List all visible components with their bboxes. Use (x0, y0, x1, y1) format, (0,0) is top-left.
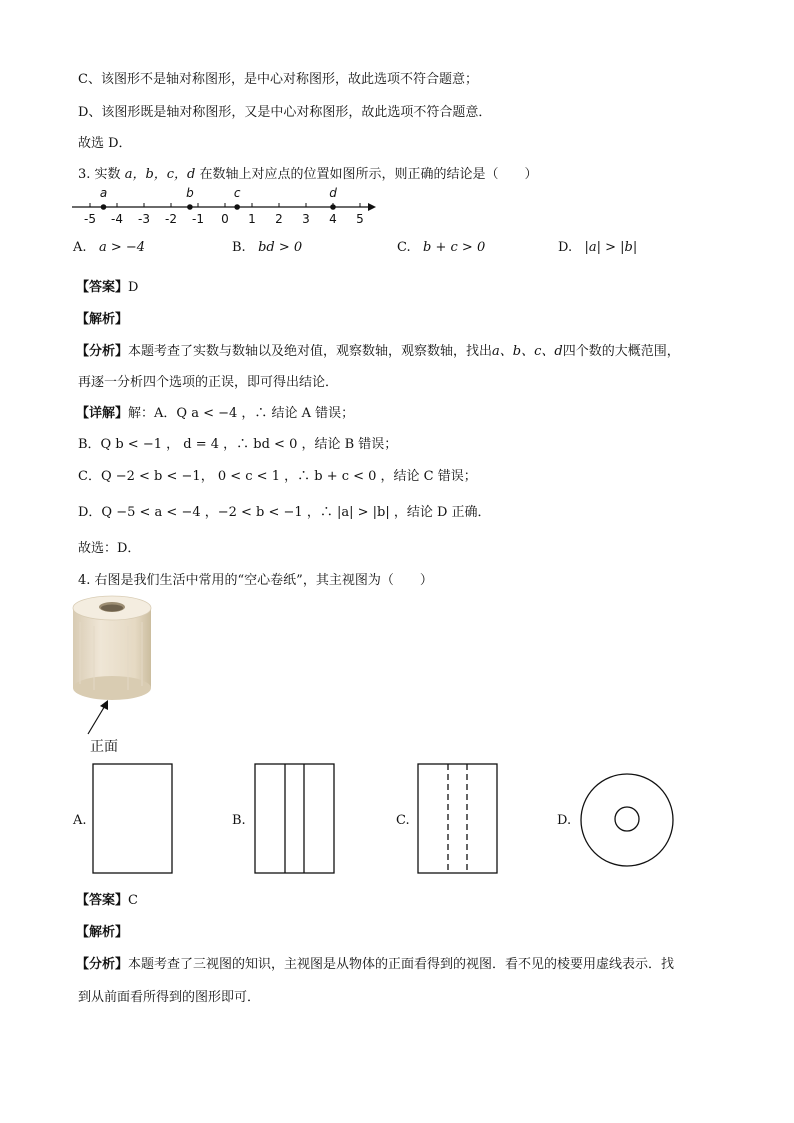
q4-figure-d (578, 771, 676, 869)
q3-suffix: 在数轴上对应点的位置如图所示，则正确的结论是（ ） (199, 167, 538, 182)
xiangjie-a-text: 解：A．Q a < −4 ，∴ 结论 A 错误； (128, 406, 355, 421)
q4-figure-c (417, 763, 499, 875)
paper-roll-illustration (66, 592, 166, 717)
tick-label: 2 (275, 212, 283, 226)
point-label-d: d (329, 186, 337, 200)
answer-4-value: C (128, 893, 138, 908)
jiexi-heading-4: 【解析】 (76, 925, 129, 940)
fenxi-label: 【分析】 (76, 344, 129, 359)
fenxi-3b: 四个数的大概范围， (562, 344, 680, 359)
q4-option-d-label: D. (557, 813, 572, 828)
tick-label: -1 (192, 212, 204, 226)
q4-figure-a (92, 763, 174, 875)
q3-option-b-expr: bd > 0 (258, 240, 303, 255)
arrow-icon (84, 698, 114, 738)
point-label-b: b (186, 186, 194, 200)
answer-label: 【答案】 (76, 893, 129, 908)
tick-label: 4 (329, 212, 337, 226)
fenxi-4-line2: 到从前面看所得到的图形即可． (78, 990, 261, 1005)
xiangjie-c: C．Q −2 < b < −1， 0 < c < 1 ，∴ b + c < 0 ，结论 C 错误； (78, 469, 477, 484)
tick-label: -2 (165, 212, 177, 226)
tick-label: -3 (138, 212, 150, 226)
q3-option-a-expr: a > −4 (98, 240, 146, 255)
xiangjie-label: 【详解】 (76, 406, 129, 421)
answer-label: 【答案】 (76, 280, 129, 295)
point-c (234, 204, 240, 210)
q3-option-d (558, 240, 637, 255)
point-label-a: a (99, 186, 108, 200)
answer-3-value: D (128, 280, 139, 295)
q3-option-a-label: A. (73, 240, 87, 255)
fenxi-4-line1 (76, 953, 674, 972)
xiangjie-b: B．Q b < −1 ， d = 4 ，∴ bd < 0 ，结论 B 错误； (78, 437, 398, 452)
fenxi-3-line1 (76, 340, 680, 359)
fenxi-4a: 本题考查了三视图的知识，主视图是从物体的正面看得到的视图．看不见的棱要用虚线表示．找 (128, 957, 675, 972)
q3-option-c (397, 240, 485, 255)
q3-prefix: 3. 实数 (78, 167, 121, 182)
tick-label: 1 (248, 212, 256, 226)
answer-choice-line: 故选 D． (78, 136, 132, 151)
q4-figure-b (254, 763, 336, 875)
q3-option-d-label: D. (558, 240, 573, 255)
answer-4 (76, 889, 138, 908)
q4-option-b-label: B. (232, 813, 246, 828)
figure-a-rect (93, 764, 172, 873)
jiexi-heading-3: 【解析】 (76, 312, 129, 327)
point-label-c: c (233, 186, 241, 200)
tick-label: 5 (356, 212, 364, 226)
point-a (101, 204, 107, 210)
q3-option-a (73, 240, 145, 255)
number-line (68, 180, 388, 230)
option-d-explanation: D、该图形既是轴对称图形，又是中心对称图形，故此选项不符合题意． (78, 105, 492, 120)
q4-option-a-label: A. (73, 813, 87, 828)
q3-option-c-expr: b + c > 0 (423, 240, 486, 255)
q4-option-c-label: C. (396, 813, 410, 828)
tick-label: 3 (302, 212, 310, 226)
pick-line-3: 故选：D． (78, 541, 141, 556)
xiangjie-d: D．Q −5 < a < −4 ，−2 < b < −1 ，∴ |a| > |b| ，结论 D 正确． (78, 505, 491, 520)
q3-option-b (232, 240, 302, 255)
front-label: 正面 (90, 739, 118, 755)
q3-option-c-label: C. (397, 240, 411, 255)
option-c-explanation: C、该图形不是轴对称图形，是中心对称图形，故此选项不符合题意； (78, 72, 478, 87)
answer-3 (76, 276, 138, 295)
tick-label: 0 (221, 212, 229, 226)
tick-label: -4 (111, 212, 123, 226)
q3-option-d-expr: |a| > |b| (584, 240, 638, 255)
fenxi-label: 【分析】 (76, 957, 129, 972)
point-b (187, 204, 193, 210)
number-line-arrow (368, 203, 376, 211)
q3-vars: a，b，c，d (124, 167, 196, 182)
fenxi-3a: 本题考查了实数与数轴以及绝对值，观察数轴，观察数轴，找出 (128, 344, 493, 359)
tick-label: -5 (84, 212, 96, 226)
point-d (330, 204, 336, 210)
xiangjie-a (76, 402, 354, 421)
q3-option-b-label: B. (232, 240, 246, 255)
fenxi-3-vars: a、b、c、d (492, 344, 563, 359)
question-4-stem: 4. 右图是我们生活中常用的“空心卷纸”，其主视图为（ ） (78, 573, 433, 588)
fenxi-3-line2: 再逐一分析四个选项的正误，即可得出结论． (78, 375, 339, 390)
